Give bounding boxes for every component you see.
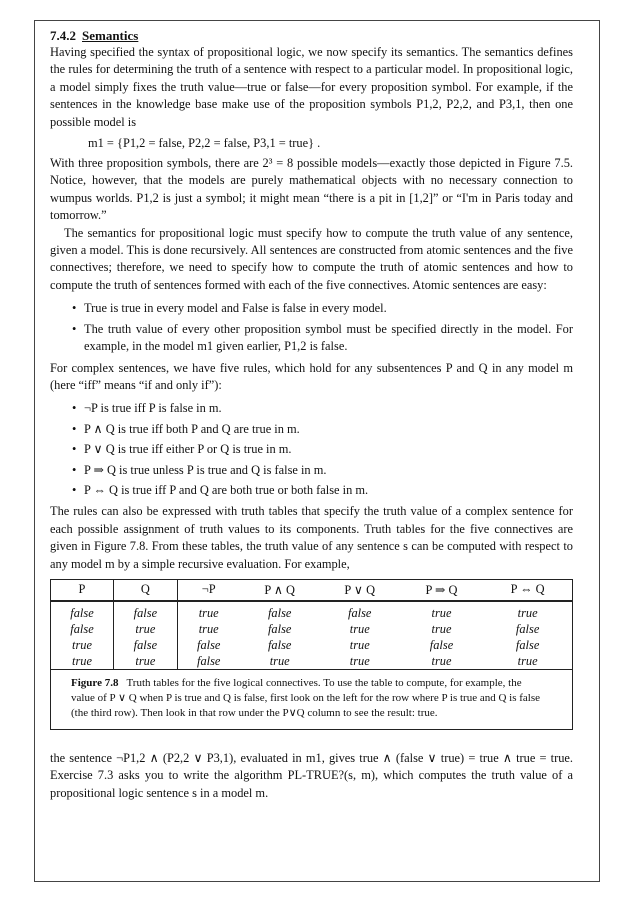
list-item <box>50 300 573 317</box>
table-cell: false <box>197 653 221 668</box>
column-header: P ⇒ Q <box>400 580 483 601</box>
table-header-row <box>51 580 572 601</box>
table-cell: true <box>349 621 370 636</box>
table-cell: true <box>517 653 538 668</box>
table-cell: true <box>269 653 290 668</box>
section-heading <box>50 27 573 44</box>
table-cell: true <box>349 637 370 652</box>
bullet-icon: • <box>72 421 77 436</box>
table-cell: true <box>51 653 114 669</box>
truth-table <box>51 580 572 669</box>
document-body <box>50 27 573 802</box>
section-number: 7.4.2 <box>50 28 76 43</box>
table-cell: true <box>349 653 370 668</box>
table-cell: false <box>515 621 540 636</box>
table-row <box>51 653 572 669</box>
table-cell: true <box>51 637 114 653</box>
table-cell: false <box>197 637 221 652</box>
list-item-text: The truth value of every other proposition symbol must be specified directly in the model. For example, in the model m1 given earlier, P1,2 is false. <box>84 321 573 354</box>
list-item <box>50 462 573 479</box>
model-equation: m1 = {P1,2 = false, P2,2 = false, P3,1 = true} . <box>88 136 321 151</box>
list-item-text: ¬P is true iff P is false in m. <box>84 401 222 416</box>
paragraph-1: Having specified the syntax of propositional logic, we now specify its semantics. The semantics defines the rules for determining the truth of a sentence with respect to a particular model. In propositional logic, a model simply fixes the truth value—true or false—for every proposition symbol. For example, if the sentences in the knowledge base make use of the proposition symbols P1,2, P2,2, and P3,1, then one possible model is <box>50 45 573 129</box>
list-item <box>50 421 573 438</box>
paragraph-2: With three proposition symbols, there are 2³ = 8 possible models—exactly those depicted in Figure 7.5. Notice, however, that the models are purely mathematical objects with no necessary connection to wumpus worlds. P1,2 is just a symbol; it might mean “there is a pit in [1,2]” or “I'm in Paris today and tomorrow.” <box>50 156 573 223</box>
figure-caption <box>51 669 572 729</box>
bullet-icon: • <box>72 301 77 316</box>
caption-text: Truth tables for the five logical connectives. To use the table to compute, for example, the value of P ∨ Q when P is true and Q is false, first look on the left for the row where P is true and Q is false (the third row). Then look in that row under the P∨Q column to see the result: true. <box>71 676 541 719</box>
bullet-icon: • <box>72 442 77 457</box>
bullet-icon: • <box>72 321 77 336</box>
list-item-text: P ⇔ Q is true iff P and Q are both true or both false in m. <box>84 482 369 497</box>
table-cell: false <box>51 601 114 621</box>
table-cell: true <box>198 621 219 636</box>
list-item <box>50 441 573 458</box>
table-cell: false <box>114 637 178 653</box>
table-cell: true <box>431 605 452 620</box>
list-item-text: True is true in every model and False is false in every model. <box>84 301 387 316</box>
column-header: ¬P <box>177 580 239 601</box>
table-row <box>51 621 572 637</box>
column-header: Q <box>114 580 178 601</box>
table-cell: false <box>267 621 292 636</box>
table-cell: false <box>267 605 292 620</box>
section-title: Semantics <box>82 28 139 43</box>
paragraph-6: the sentence ¬P1,2 ∧ (P2,2 ∨ P3,1), evaluated in m1, gives true ∧ (false ∨ true) = true ∧ true = true. Exercise 7.3 asks you to write the algorithm PL-TRUE?(s, m), which computes the truth value of a propositional logic sentence s in a model m. <box>50 750 573 800</box>
list-item-text: P ∧ Q is true iff both P and Q are true in m. <box>84 421 300 436</box>
paragraph-4: For complex sentences, we have five rules, which hold for any subsentences P and Q in any model m (here “iff” means “if and only if”): <box>50 360 573 392</box>
table-cell: false <box>429 637 454 652</box>
column-header: P ⇔ Q <box>483 580 572 601</box>
table-cell: true <box>114 621 178 637</box>
table-cell: true <box>431 621 452 636</box>
paragraph-5: The rules can also be expressed with truth tables that specify the truth value of a complex sentence for each possible assignment of truth values to its components. Truth tables for the five connectives are given in Figure 7.8. From these tables, the truth value of any sentence s can be computed with respect to any model m by a simple recursive evaluation. For example, <box>50 504 573 571</box>
table-row <box>51 637 572 653</box>
list-item <box>50 321 573 356</box>
bullet-icon: • <box>72 462 77 477</box>
connective-rules-list <box>50 400 573 499</box>
table-cell: true <box>114 653 178 669</box>
bullet-icon: • <box>72 401 77 416</box>
table-cell: false <box>267 637 292 652</box>
table-cell: true <box>517 605 538 620</box>
figure-7-8 <box>50 579 573 730</box>
figure-label: Figure 7.8 <box>71 676 119 689</box>
table-row <box>51 601 572 621</box>
column-header: P <box>51 580 114 601</box>
paragraph-3: The semantics for propositional logic must specify how to compute the truth value of any sentence, given a model. This is done recursively. All sentences are constructed from atomic sentences and the five connectives; therefore, we need to specify how to compute the truth of atomic sentences and how to compute the truth of sentences formed with each of the five connectives. Atomic sentences are easy: <box>50 225 573 292</box>
list-item-text: P ∨ Q is true iff either P or Q is true in m. <box>84 442 292 457</box>
table-cell: false <box>515 637 540 652</box>
atomic-rules-list <box>50 300 573 355</box>
bullet-icon: • <box>72 482 77 497</box>
list-item <box>50 400 573 417</box>
list-item <box>50 482 573 499</box>
table-cell: false <box>348 605 372 620</box>
list-item-text: P ⇒ Q is true unless P is true and Q is false in m. <box>84 462 327 477</box>
table-cell: false <box>51 621 114 637</box>
table-cell: true <box>198 605 219 620</box>
table-cell: true <box>431 653 452 668</box>
table-cell: false <box>114 601 178 621</box>
column-header: P ∧ Q <box>240 580 320 601</box>
column-header: P ∨ Q <box>320 580 400 601</box>
